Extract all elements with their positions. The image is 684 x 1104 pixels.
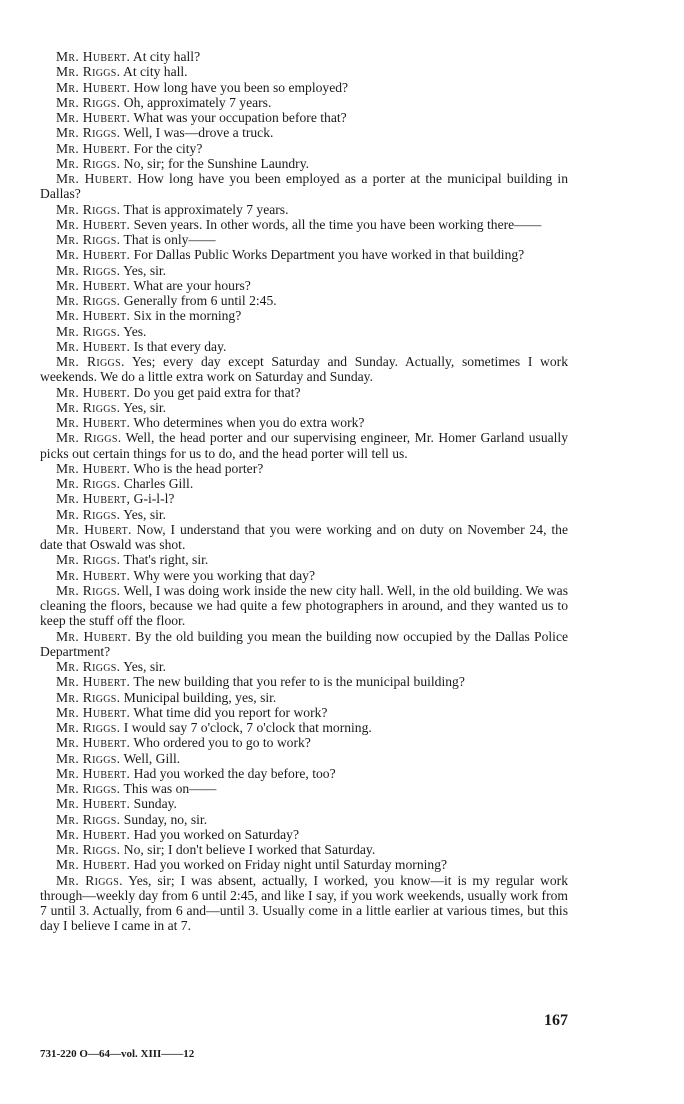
testimony-paragraph [40, 64, 568, 79]
speaker-label: Mr. Hubert. [56, 110, 131, 125]
speaker-label: Mr. Riggs. [56, 582, 121, 598]
testimony-line: Generally from 6 until 2:45. [123, 293, 277, 308]
testimony-paragraph [40, 659, 568, 674]
speaker-label: Mr. Riggs. [56, 354, 125, 369]
testimony-line: That is approximately 7 years. [123, 201, 289, 217]
testimony-line: Oh, approximately 7 years. [123, 94, 272, 110]
speaker-label: Mr. Riggs. [56, 552, 121, 568]
speaker-label: Mr. Hubert. [56, 460, 131, 476]
speaker-label: Mr. Riggs. [56, 811, 121, 827]
testimony-paragraph [40, 156, 568, 171]
testimony-paragraph [40, 430, 568, 461]
testimony-line: For the city? [133, 140, 203, 156]
speaker-label: Mr. Hubert. [56, 704, 131, 720]
testimony-paragraph [40, 796, 568, 811]
testimony-line: At city hall. [123, 64, 188, 80]
speaker-label: Mr. Hubert. [56, 765, 131, 781]
testimony-line: Yes, sir. [123, 659, 167, 674]
footer-print-code: 731-220 O—64—vol. XIII——12 [40, 1048, 195, 1060]
testimony-line: Why were you working that day? [133, 567, 315, 583]
testimony-paragraph [40, 308, 568, 323]
speaker-label: Mr. Riggs. [56, 476, 121, 491]
testimony-line: For Dallas Public Works Department you have worked in that building? [133, 247, 525, 263]
testimony-line: What are your hours? [133, 277, 251, 293]
testimony-paragraph [40, 842, 568, 857]
speaker-label: Mr. Riggs. [56, 781, 121, 796]
page-number: 167 [544, 1012, 568, 1029]
testimony-line: This was on—— [123, 781, 217, 796]
testimony-line: Seven years. In other words, all the time you have been working there—— [133, 216, 542, 232]
speaker-label: Mr. Hubert. [56, 796, 131, 812]
speaker-label: Mr. Hubert. [56, 674, 131, 690]
testimony-line: No, sir; I don't believe I worked that Saturday. [123, 842, 376, 857]
testimony-paragraph [40, 278, 568, 293]
testimony-paragraph [40, 263, 568, 278]
speaker-label: Mr. Riggs. [56, 262, 121, 278]
testimony-paragraph [40, 80, 568, 95]
speaker-label: Mr. Riggs. [56, 659, 121, 674]
testimony-text [40, 49, 568, 934]
speaker-label: Mr. Riggs. [56, 293, 121, 308]
testimony-paragraph [40, 400, 568, 415]
speaker-label: Mr. Hubert. [56, 521, 132, 537]
testimony-paragraph [40, 415, 568, 430]
testimony-paragraph [40, 812, 568, 827]
testimony-paragraph [40, 766, 568, 781]
testimony-line: By the old building you mean the building now occupied by the Dallas Police Department? [40, 628, 569, 659]
testimony-line: Six in the morning? [133, 308, 242, 324]
speaker-label: Mr. Hubert. [56, 826, 131, 842]
testimony-paragraph [40, 629, 568, 660]
testimony-line: The new building that you refer to is the municipal building? [133, 674, 465, 690]
testimony-paragraph [40, 217, 568, 232]
testimony-line: How long have you been so employed? [133, 79, 349, 95]
testimony-paragraph [40, 522, 568, 553]
testimony-line: Sunday, no, sir. [123, 811, 208, 827]
testimony-paragraph [40, 232, 568, 247]
testimony-line: Yes. [123, 323, 147, 339]
speaker-label: Mr. Hubert. [56, 735, 131, 751]
speaker-label: Mr. Hubert. [56, 247, 131, 263]
testimony-paragraph [40, 583, 568, 629]
testimony-paragraph [40, 491, 568, 506]
testimony-paragraph [40, 552, 568, 567]
testimony-paragraph [40, 751, 568, 766]
testimony-paragraph [40, 857, 568, 872]
testimony-paragraph [40, 735, 568, 750]
testimony-line: What time did you report for work? [133, 704, 328, 720]
testimony-line: Sunday. [133, 796, 177, 812]
testimony-paragraph [40, 873, 568, 934]
speaker-label: Mr. Riggs. [56, 689, 121, 705]
testimony-line: How long have you been employed as a porter at the municipal building in Dallas? [40, 171, 569, 202]
testimony-line: Is that every day. [133, 338, 227, 354]
testimony-paragraph [40, 49, 568, 64]
testimony-paragraph [40, 354, 568, 385]
testimony-line: Had you worked on Friday night until Saturday morning? [133, 857, 448, 873]
testimony-line: Yes, sir. [123, 399, 167, 415]
speaker-label: Mr. Hubert. [56, 338, 131, 354]
testimony-paragraph [40, 781, 568, 796]
speaker-label: Mr. Riggs. [56, 94, 121, 110]
testimony-paragraph [40, 110, 568, 125]
testimony-line: Who ordered you to go to work? [133, 735, 311, 751]
speaker-label: Mr. Hubert. [56, 277, 131, 293]
speaker-label: Mr. Hubert. [56, 49, 131, 64]
speaker-label: Mr. Hubert. [56, 384, 131, 400]
testimony-line: G-i-l-l? [133, 491, 175, 507]
speaker-label: Mr. Hubert, [56, 491, 131, 507]
testimony-line: Yes; every day except Saturday and Sunday. Actually, sometimes I work weekends. We do a little extra work on Saturday and Sunday. [40, 354, 568, 385]
testimony-paragraph [40, 674, 568, 689]
testimony-line: Had you worked the day before, too? [133, 765, 336, 781]
speaker-label: Mr. Hubert. [56, 628, 132, 644]
testimony-paragraph [40, 461, 568, 476]
testimony-paragraph [40, 141, 568, 156]
speaker-label: Mr. Riggs. [56, 430, 122, 446]
speaker-label: Mr. Riggs. [56, 201, 121, 217]
testimony-paragraph [40, 568, 568, 583]
speaker-label: Mr. Riggs. [56, 399, 121, 415]
speaker-label: Mr. Riggs. [56, 64, 121, 80]
testimony-line: That is only—— [123, 232, 216, 247]
speaker-label: Mr. Hubert. [56, 216, 131, 232]
testimony-paragraph [40, 827, 568, 842]
speaker-label: Mr. Riggs. [56, 155, 121, 171]
testimony-line: Yes, sir. [123, 506, 167, 522]
speaker-label: Mr. Riggs. [56, 872, 123, 888]
speaker-label: Mr. Riggs. [56, 720, 121, 735]
testimony-paragraph [40, 95, 568, 110]
testimony-line: Had you worked on Saturday? [133, 826, 300, 842]
testimony-line: Who is the head porter? [133, 460, 264, 476]
testimony-paragraph [40, 705, 568, 720]
speaker-label: Mr. Riggs. [56, 506, 121, 522]
testimony-paragraph [40, 476, 568, 491]
testimony-line: Now, I understand that you were working and on duty on November 24, the date that Oswald was shot. [40, 521, 569, 552]
speaker-label: Mr. Hubert. [56, 308, 131, 324]
testimony-paragraph [40, 125, 568, 140]
speaker-label: Mr. Hubert. [56, 140, 131, 156]
testimony-paragraph [40, 202, 568, 217]
testimony-line: Well, I was doing work inside the new city hall. Well, in the old building. We was cleaning the floors, because we had quite a few photographers in around, and they wanted us to keep the stuff off the floor. [40, 582, 569, 629]
testimony-paragraph [40, 247, 568, 262]
testimony-paragraph [40, 385, 568, 400]
speaker-label: Mr. Hubert. [56, 415, 131, 430]
speaker-label: Mr. Hubert. [56, 857, 131, 873]
testimony-paragraph [40, 507, 568, 522]
testimony-line: Municipal building, yes, sir. [123, 689, 277, 705]
speaker-label: Mr. Hubert. [56, 567, 131, 583]
speaker-label: Mr. Hubert. [56, 79, 131, 95]
testimony-line: At city hall? [132, 49, 201, 64]
testimony-paragraph [40, 720, 568, 735]
testimony-paragraph [40, 324, 568, 339]
testimony-line: Well, Gill. [123, 750, 181, 766]
testimony-line: No, sir; for the Sunshine Laundry. [123, 155, 310, 171]
testimony-line: Well, the head porter and our supervising engineer, Mr. Homer Garland usually picks out certain things for us to do, and the head porter will tell us. [40, 430, 569, 461]
testimony-paragraph [40, 339, 568, 354]
testimony-paragraph [40, 293, 568, 308]
testimony-line: Who determines when you do extra work? [133, 415, 365, 430]
testimony-line: That's right, sir. [123, 552, 209, 568]
testimony-line: Do you get paid extra for that? [133, 384, 301, 400]
testimony-line: I would say 7 o'clock, 7 o'clock that morning. [123, 720, 372, 735]
speaker-label: Mr. Riggs. [56, 842, 121, 857]
testimony-line: Yes, sir. [123, 262, 167, 278]
speaker-label: Mr. Riggs. [56, 232, 121, 247]
testimony-paragraph [40, 690, 568, 705]
speaker-label: Mr. Riggs. [56, 750, 121, 766]
speaker-label: Mr. Hubert. [56, 171, 133, 186]
testimony-line: Well, I was—drove a truck. [123, 125, 274, 141]
speaker-label: Mr. Riggs. [56, 323, 121, 339]
testimony-line: What was your occupation before that? [133, 110, 347, 125]
testimony-line: Yes, sir; I was absent, actually, I worked, you know—it is my regular work through—weekly day from 6 until 2:45, and like I say, if you work weekends, usually work from 7 until 3. Actually, from 6 and—until 3. Usually come in a little earlier at various times, but this day I believe I came in at 7. [40, 872, 568, 934]
testimony-paragraph [40, 171, 568, 202]
speaker-label: Mr. Riggs. [56, 125, 121, 141]
testimony-line: Charles Gill. [123, 476, 194, 491]
